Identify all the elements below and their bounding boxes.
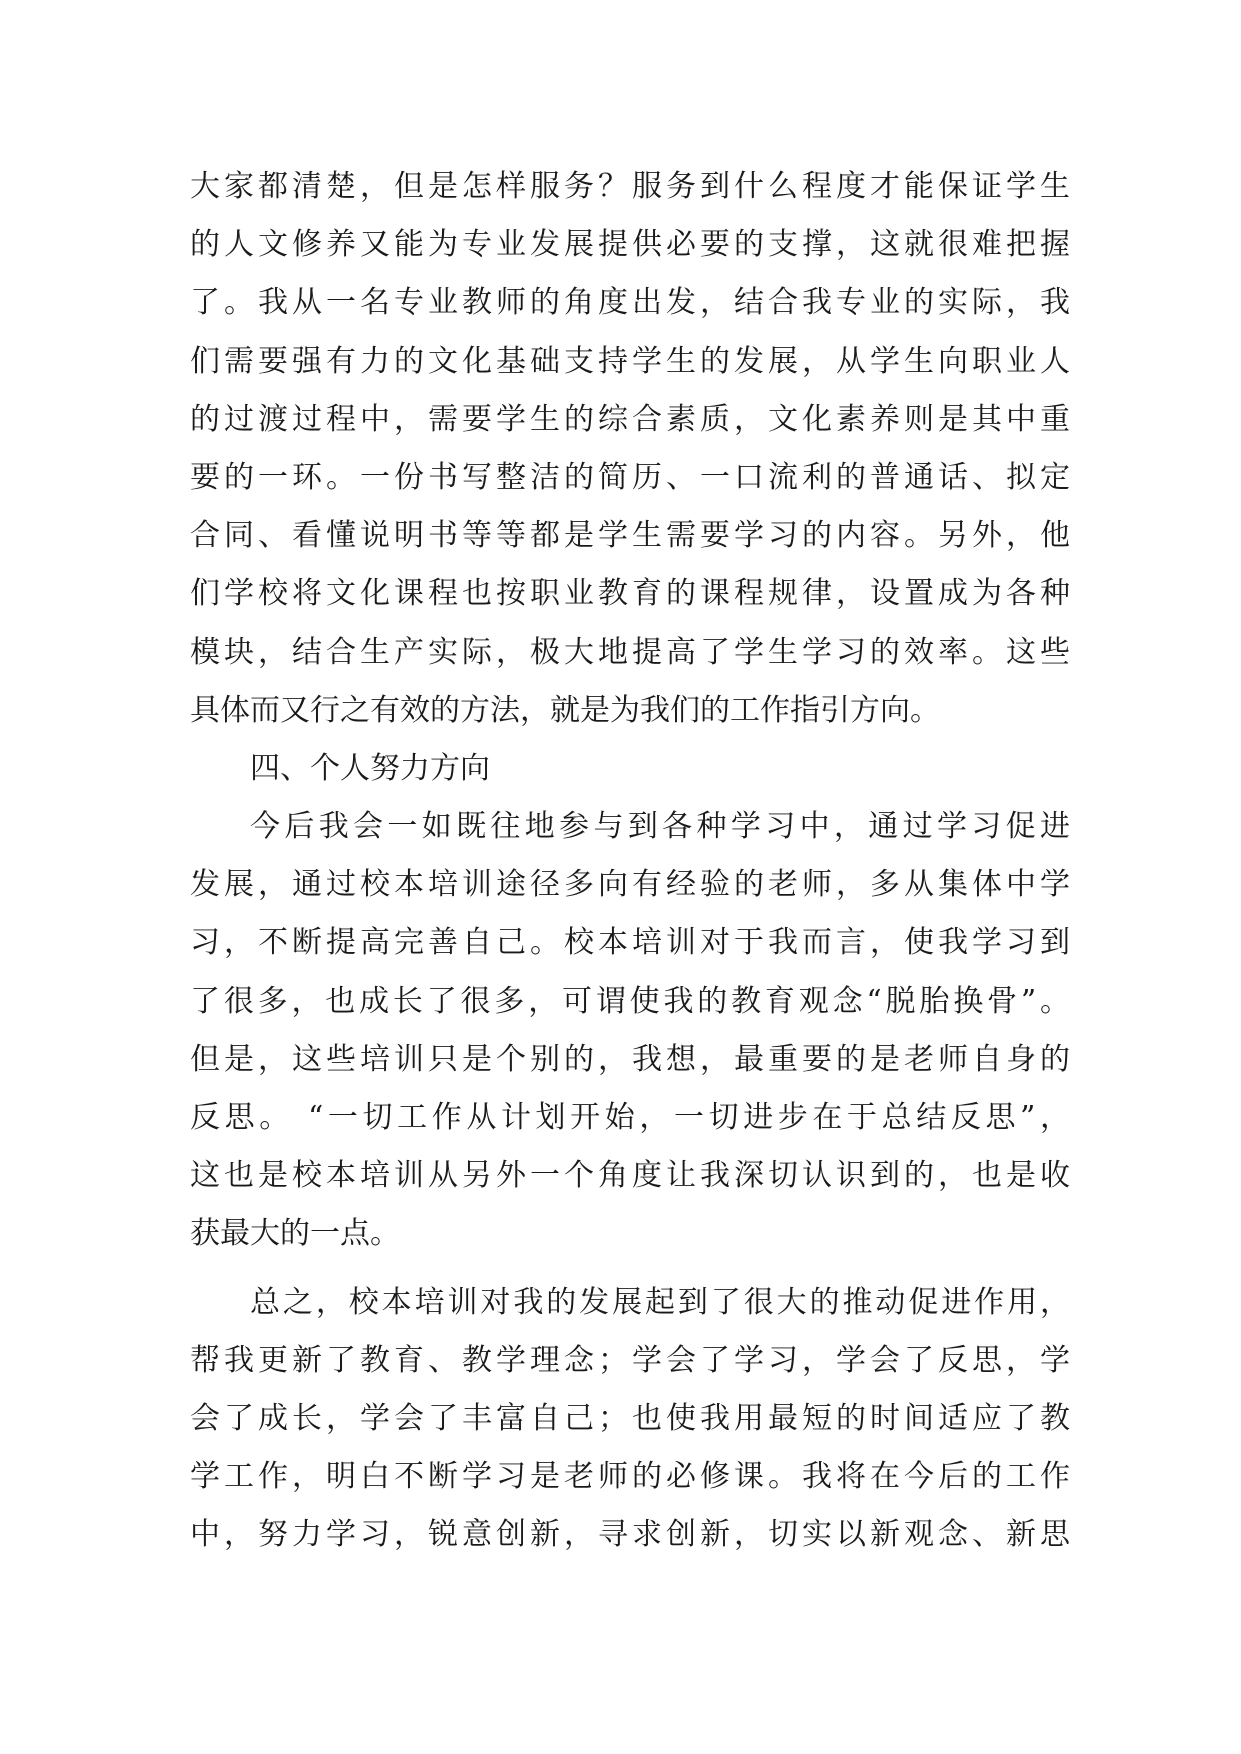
text-line: 的人文修养又能为专业发展提供必要的支撑，这就很难把握: [190, 227, 1070, 263]
text-line: 们需要强有力的文化基础支持学生的发展，从学生向职业人: [190, 343, 1070, 379]
text-line: 发展，通过校本培训途径多向有经验的老师，多从集体中学: [190, 867, 1070, 903]
text-line: 反思。 “一切工作从计划开始，一切进步在于总结反思”，: [190, 1100, 1070, 1135]
text-line: 大家都清楚，但是怎样服务？服务到什么程度才能保证学生: [190, 169, 1070, 204]
text-line: 要的一环。一份书写整洁的简历、一口流利的普通话、拟定: [190, 459, 1070, 495]
text-line: 学工作，明白不断学习是老师的必修课。我将在今后的工作: [190, 1459, 1070, 1495]
paragraph-gap: [190, 1264, 1070, 1274]
document-body: [190, 158, 1070, 1565]
text-line: 总之，校本培训对我的发展起到了很大的推动促进作用，: [250, 1284, 1070, 1320]
text-line: 了很多，也成长了很多，可谓使我的教育观念“脱胎换骨”。: [190, 983, 1070, 1019]
text-line: 的过渡过程中，需要学生的综合素质，文化素养则是其中重: [190, 401, 1070, 437]
text-line: 但是，这些培训只是个别的，我想，最重要的是老师自身的: [190, 1041, 1070, 1077]
text-line: 了。我从一名专业教师的角度出发，结合我专业的实际，我: [190, 285, 1070, 321]
text-line: 习，不断提高完善自己。校本培训对于我而言，使我学习到: [190, 925, 1070, 961]
text-line: 具体而又行之有效的方法，就是为我们的工作指引方向。: [190, 692, 940, 728]
text-line: 获最大的一点。: [190, 1216, 400, 1252]
text-line: 中，努力学习，锐意创新，寻求创新，切实以新观念、新思: [190, 1517, 1070, 1553]
section-heading: 四、个人努力方向: [250, 750, 490, 786]
text-line: 帮我更新了教育、教学理念；学会了学习，学会了反思，学: [190, 1342, 1070, 1378]
text-line: 们学校将文化课程也按职业教育的课程规律，设置成为各种: [190, 576, 1070, 612]
text-line: 今后我会一如既往地参与到各种学习中，通过学习促进: [250, 809, 1070, 845]
text-line: 模块，结合生产实际，极大地提高了学生学习的效率。这些: [190, 634, 1070, 670]
text-line: 这也是校本培训从另外一个角度让我深切认识到的，也是收: [190, 1158, 1070, 1194]
text-line: 会了成长，学会了丰富自己；也使我用最短的时间适应了教: [190, 1400, 1070, 1436]
text-line: 合同、看懂说明书等等都是学生需要学习的内容。另外，他: [190, 518, 1070, 554]
